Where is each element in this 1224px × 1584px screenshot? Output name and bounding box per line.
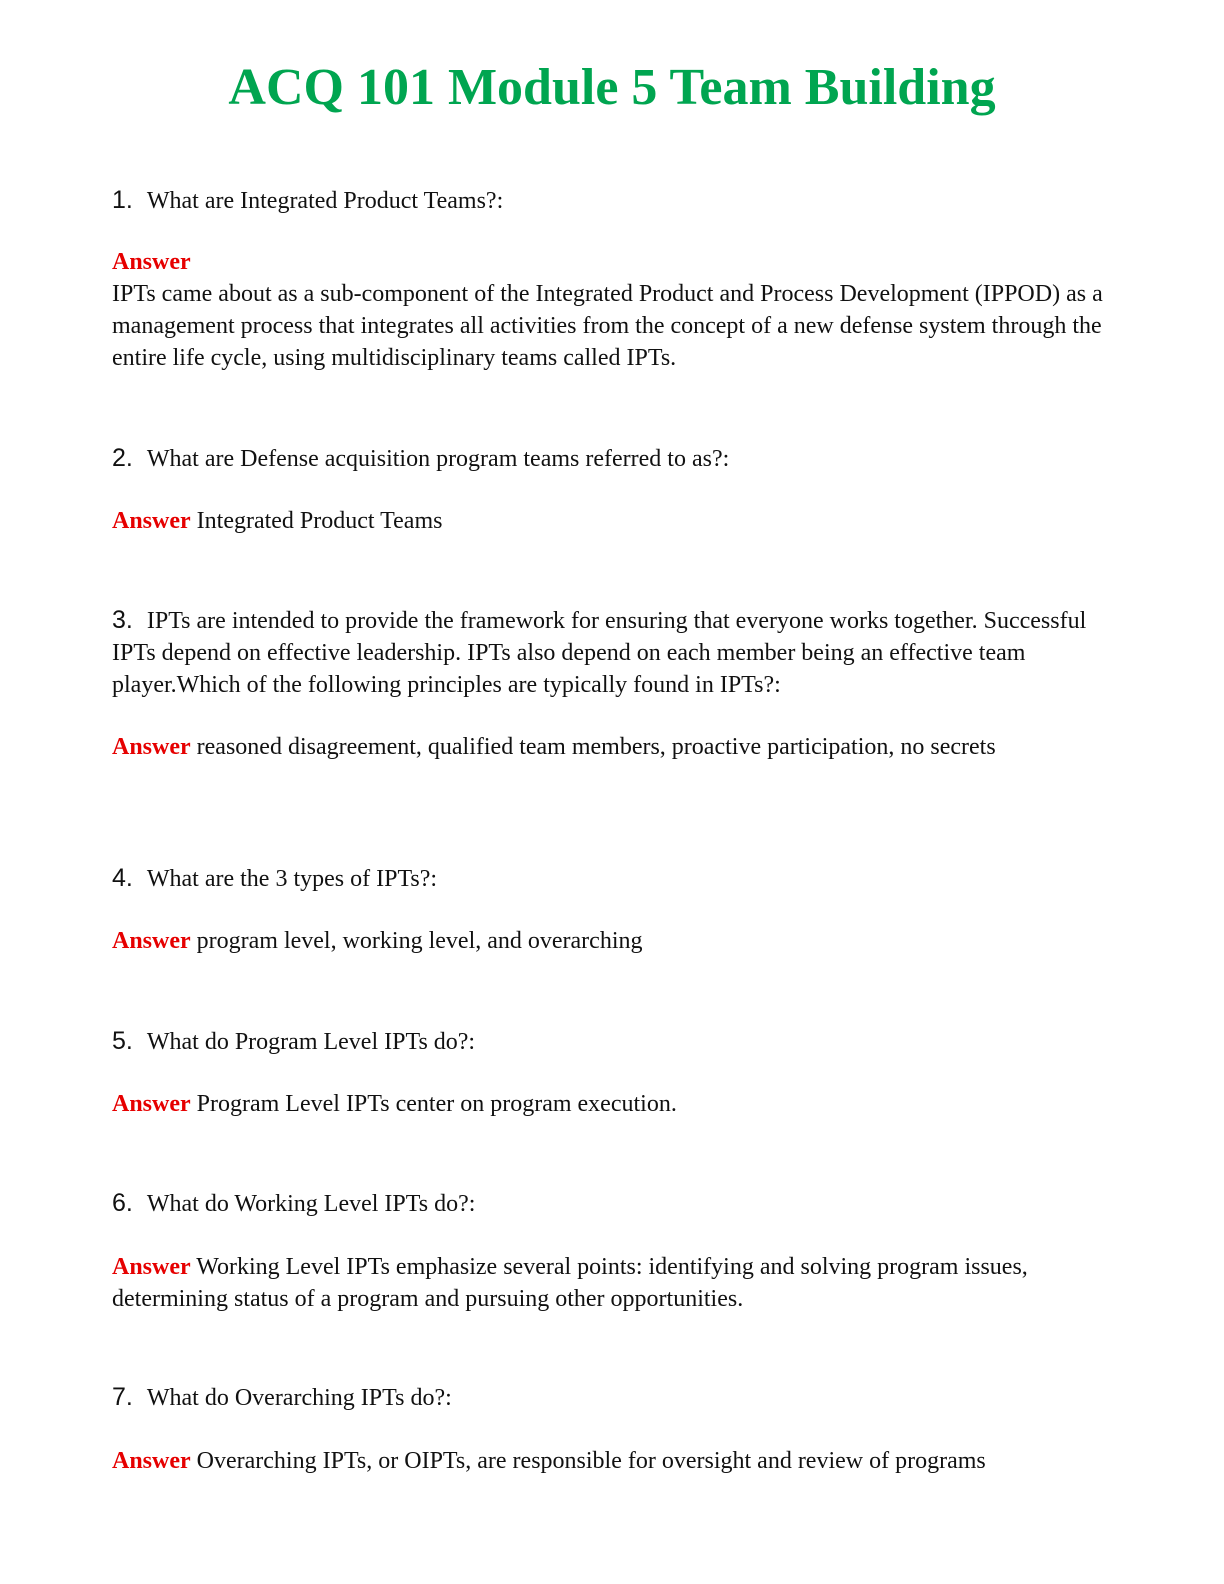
question-text: What are the 3 types of IPTs?:: [146, 866, 438, 892]
answer-label: Answer: [112, 1091, 191, 1117]
question-number: 5.: [112, 1027, 133, 1055]
answer-5: [112, 1088, 1122, 1120]
question-1: [112, 184, 1122, 217]
question-text: IPTs are intended to provide the framework for ensuring that everyone works together. Successful IPTs depend on effective leadership. IPTs also depend on each member being an effective team player.Which of the following principles are typically found in IPTs?:: [112, 608, 1087, 698]
answer-text: Overarching IPTs, or OIPTs, are responsible for oversight and review of programs: [196, 1448, 986, 1474]
answer-label: Answer: [112, 249, 191, 275]
page-title: ACQ 101 Module 5 Team Building: [228, 59, 996, 116]
question-number: 4.: [112, 864, 133, 892]
answer-label: Answer: [112, 928, 191, 954]
question-text: What do Working Level IPTs do?:: [146, 1191, 476, 1217]
answer-label: Answer: [112, 508, 191, 534]
question-number: 2.: [112, 444, 133, 472]
answer-text: Program Level IPTs center on program execution.: [190, 1091, 677, 1117]
question-7: [112, 1381, 1122, 1414]
question-text: What are Integrated Product Teams?:: [146, 188, 504, 214]
answer-label: Answer: [112, 1254, 191, 1280]
answer-4: [112, 925, 1122, 957]
answer-text: Working Level IPTs emphasize several points: identifying and solving program issues, determining status of a program and pursuing other opportunities.: [112, 1254, 1028, 1312]
answer-3: [112, 731, 1122, 763]
answer-text: Integrated Product Teams: [190, 508, 443, 534]
question-6: [112, 1187, 1122, 1220]
answer-text: IPTs came about as a sub-component of the Integrated Product and Process Development (IPPOD) as a management process that integrates all activities from the concept of a new defense system through the entire life cycle, using multidisciplinary teams called IPTs.: [112, 281, 1103, 371]
answer-label: Answer: [112, 734, 191, 760]
answer-6: [112, 1251, 1122, 1315]
answer-label: Answer: [112, 1448, 191, 1474]
question-number: 7.: [112, 1383, 133, 1411]
question-5: [112, 1025, 1122, 1058]
answer-text: reasoned disagreement, qualified team members, proactive participation, no secrets: [196, 734, 996, 760]
answer-2: [112, 505, 1122, 537]
answer-text: program level, working level, and overarching: [190, 928, 643, 954]
question-number: 1.: [112, 186, 133, 214]
question-text: What do Program Level IPTs do?:: [146, 1029, 476, 1055]
question-4: [112, 862, 1122, 895]
question-2: [112, 442, 1122, 475]
answer-1: [112, 246, 1122, 374]
question-number: 3.: [112, 606, 133, 634]
question-3: [112, 604, 1122, 701]
question-number: 6.: [112, 1189, 133, 1217]
answer-7: [112, 1445, 1122, 1477]
question-text: What do Overarching IPTs do?:: [146, 1385, 452, 1411]
question-text: What are Defense acquisition program teams referred to as?:: [146, 446, 730, 472]
